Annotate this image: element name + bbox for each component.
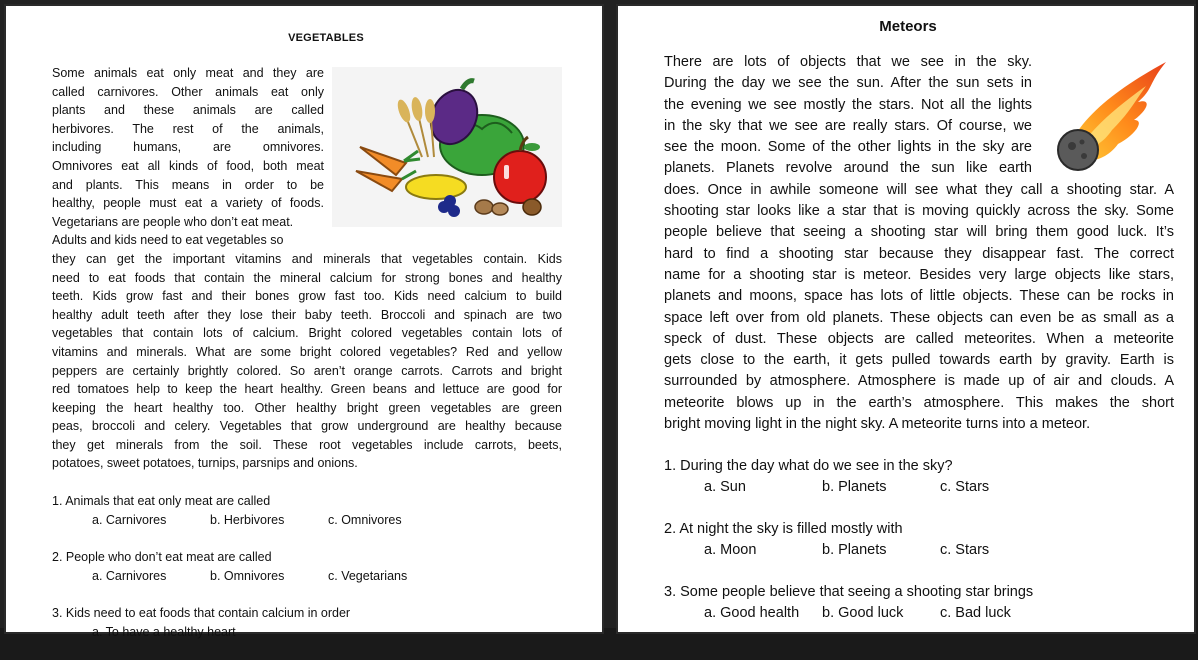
answer-option-a[interactable]: a. Carnivores <box>92 569 167 583</box>
answer-option-a[interactable]: a. Carnivores <box>92 513 167 527</box>
answer-option-c[interactable]: c. Stars <box>940 542 990 558</box>
meteors-page <box>616 4 1196 634</box>
vegetables-questions <box>52 492 572 660</box>
answer-option-b[interactable]: b. Good luck <box>822 605 904 621</box>
passage-line: surrounded by atmosphere. Atmosphere is made up of air and clouds. A <box>664 373 1174 390</box>
question-stem: 1. During the day what do we see in the sky? <box>664 458 953 474</box>
answer-options <box>664 477 1184 498</box>
passage-line: planets and moons, space has lots of little objects. These can be rocks in <box>664 288 1174 305</box>
answer-options <box>52 511 572 530</box>
answer-options <box>52 623 572 642</box>
passage-line: hard to find a shooting star because they disappear fast. The correct <box>664 245 1174 262</box>
answer-options <box>52 567 572 586</box>
passage-line: vitamins and minerals. What are some bright colored vegetables? Red and yellow <box>52 344 562 359</box>
vegetables-title: VEGETABLES <box>288 32 364 44</box>
passage-line: the evening we see mostly the stars. Not all the lights <box>664 96 1032 113</box>
answer-option-a[interactable]: a. To have a healthy heart <box>92 625 236 639</box>
passage-line: speck of dust. These objects are called meteorites. When a meteorite <box>664 330 1174 347</box>
answer-option-b[interactable]: b. Omnivores <box>210 569 285 583</box>
question-2 <box>664 519 1184 561</box>
meteors-title: Meteors <box>879 18 937 35</box>
answer-options <box>664 603 1184 624</box>
answer-options <box>664 540 1184 561</box>
passage-line: name for a shooting star is meteor. Besides very large objects like stars, <box>664 266 1174 283</box>
question-3 <box>664 582 1184 624</box>
passage-line: called carnivores. Other animals eat only <box>52 84 324 99</box>
question-stem: 3. Kids need to eat foods that contain calcium in order <box>52 606 351 620</box>
answer-option-c[interactable]: c. Vegetarians <box>328 569 408 583</box>
passage-line: planets. Planets revolve around the sun like earth <box>664 160 1032 177</box>
question-stem: 3. Some people believe that seeing a shooting star brings <box>664 584 1034 600</box>
answer-option-b[interactable]: b. Herbivores <box>210 513 285 527</box>
vegetables-passage <box>52 64 562 473</box>
passage-line: peas, broccoli and celery. Vegetables that grow underground are healthy because <box>52 419 562 434</box>
question-3 <box>52 604 572 642</box>
question-1 <box>52 492 572 530</box>
passage-line: bright moving light in the night sky. A meteorite turns into a meteor. <box>664 416 1091 433</box>
passage-line: There are lots of objects that we see in the sky. <box>664 54 1032 70</box>
passage-line: see the moon. Some of the other lights in the sky are <box>664 139 1032 156</box>
passage-line: red tomatoes help to keep the heart healthy. Green beans and lettuce are good for <box>52 382 562 397</box>
passage-line: they can get the important vitamins and minerals that vegetables contain. Kids <box>52 251 562 266</box>
answer-option-c[interactable]: c. Stars <box>940 479 990 495</box>
answer-option-b[interactable]: b. Planets <box>822 479 887 495</box>
passage-line: meteorite blows up in the earth’s atmosphere. This makes the short <box>664 394 1174 411</box>
passage-line: space left over from old planets. These objects can even be as small as a <box>664 309 1174 326</box>
question-1 <box>664 456 1184 498</box>
answer-option-c[interactable]: c. Omnivores <box>328 513 402 527</box>
passage-line: During the day we see the sun. After the sun sets in <box>664 75 1032 92</box>
passage-line: teeth. Kids grow fast and their bones grow fast too. Kids need calcium to build <box>52 289 562 304</box>
question-2 <box>52 548 572 586</box>
passage-line: Adults and kids need to eat vegetables so <box>52 233 284 248</box>
passage-line: healthy, people must eat a variety of foods. <box>52 196 324 211</box>
passage-line: and plants. This means in order to be <box>52 177 324 192</box>
vegetables-page <box>4 4 604 639</box>
answer-option-a[interactable]: a. Good health <box>704 605 800 621</box>
answer-option-c[interactable]: c. Bad luck <box>940 605 1011 621</box>
passage-line: vegetables that contain lots of calcium. Bright colored vegetables contain lots of <box>52 326 562 341</box>
passage-line: including humans, are omnivores. <box>52 140 324 155</box>
passage-line: people believe that seeing a shooting star will bring them good luck. It’s <box>664 224 1174 241</box>
passage-line: keeping the heart healthy too. Other healthy bright green vegetables are green <box>52 400 562 415</box>
meteors-passage <box>664 52 1174 435</box>
passage-line: gets close to the earth, it gets pulled towards earth by gravity. Earth is <box>664 352 1174 369</box>
passage-line: Some animals eat only meat and they are <box>52 66 324 80</box>
passage-line: need to eat foods that contain the mineral calcium for strong bones and healthy <box>52 270 562 285</box>
passage-line: shooting star looks like a star that is moving quickly across the sky. Some <box>664 203 1174 220</box>
meteors-questions <box>664 456 1184 645</box>
passage-line: herbivores. The rest of the animals, <box>52 121 324 136</box>
passage-line: does. Once in awhile someone will see what they call a shooting star. A <box>664 181 1174 198</box>
passage-line: peppers are certainly brightly colored. So aren’t orange carrots. Carrots and bright <box>52 363 562 378</box>
answer-option-a[interactable]: a. Sun <box>704 479 746 495</box>
question-stem: 2. People who don’t eat meat are called <box>52 550 272 564</box>
passage-line: potatoes, sweet potatoes, turnips, parsnips and onions. <box>52 456 358 471</box>
answer-option-a[interactable]: a. Moon <box>704 542 757 558</box>
passage-line: Vegetarians are people who don’t eat meat. <box>52 214 294 229</box>
question-stem: 2. At night the sky is filled mostly with <box>664 521 903 537</box>
question-stem: 1. Animals that eat only meat are called <box>52 494 271 508</box>
answer-option-b[interactable]: b. Planets <box>822 542 887 558</box>
passage-line: plants and these animals are called <box>52 103 324 118</box>
passage-line: healthy adult teeth after they lose their baby teeth. Broccoli and spinach are two <box>52 307 562 322</box>
passage-line: they get minerals from the soil. These root vegetables include carrots, beets, <box>52 437 562 452</box>
passage-line: Omnivores eat all kinds of food, both meat <box>52 158 324 173</box>
passage-line: in the sky that we see are really stars. Of course, we <box>664 117 1032 134</box>
